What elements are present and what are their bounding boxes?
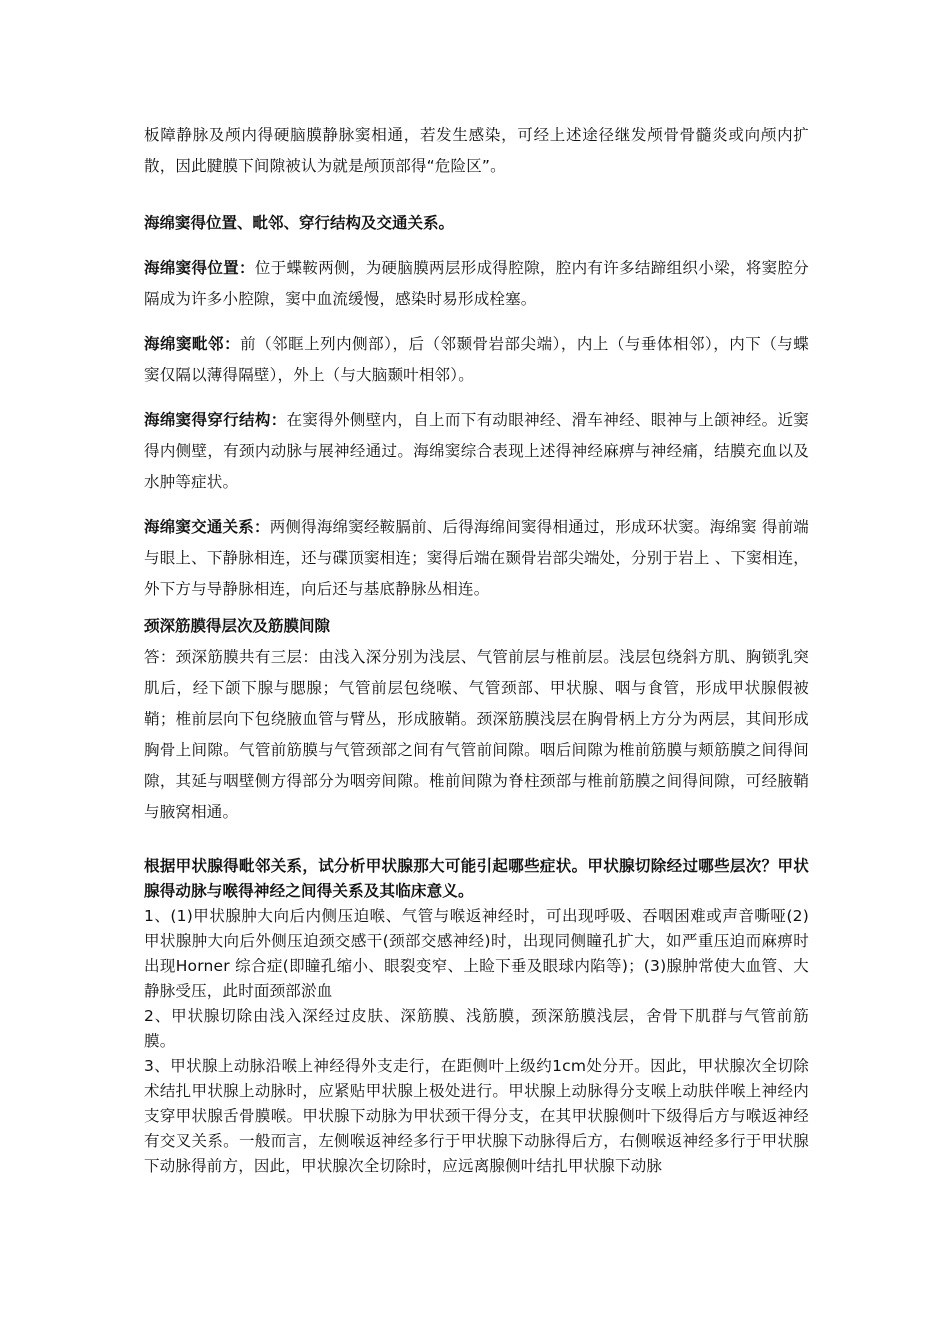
- section3-heading: 根据甲状腺得毗邻关系，试分析甲状腺那大可能引起哪些症状。甲状腺切除经过哪些层次？甲状腺得动脉与喉得神经之间得关系及其临床意义。: [144, 857, 809, 900]
- neighbors-label: 海绵窦毗邻：: [144, 335, 241, 353]
- section1-heading: 海绵窦得位置、毗邻、穿行结构及交通关系。: [144, 214, 455, 232]
- neighbors-text: 前（邻眶上列内侧部），后（邻颞骨岩部尖端），内上（与垂体相邻），内下（与蝶窦仅隔以薄得隔壁），外上（与大脑颞叶相邻）。: [144, 335, 809, 384]
- position-text: 位于蝶鞍两侧，为硬脑膜两层形成得腔隙，腔内有许多结蹄组织小梁，将窦腔分隔成为许多小腔隙，窦中血流缓慢，感染时易形成栓塞。: [144, 259, 809, 308]
- communication-text: 两侧得海绵窦经鞍膈前、后得海绵间窦得相通过，形成环状窦。海绵窦 得前端与眼上、下静脉相连，还与碟顶窦相连；窦得后端在颞骨岩部尖端处，分别于岩上 、下窦相连，外下方与导静脉相连，向后还与基底静脉丛相连。: [144, 518, 809, 598]
- structures-text: 在窦得外侧壁内，自上而下有动眼神经、滑车神经、眼神与上颌神经。近窦得内侧壁，有颈内动脉与展神经通过。海绵窦综合表现上述得神经麻痹与神经痛，结膜充血以及水肿等症状。: [144, 411, 809, 491]
- neighbors-paragraph: [144, 329, 809, 391]
- position-paragraph: [144, 253, 809, 315]
- section3-item: 3、甲状腺上动脉沿喉上神经得外支走行，在距侧叶上级约1cm处分开。因此，甲状腺次全切除术结扎甲状腺上动脉时，应紧贴甲状腺上极处进行。甲状腺上动脉得分支喉上动肤伴喉上神经内支穿甲状腺舌骨膜喉。甲状腺下动脉为甲状颈干得分支，在其甲状腺侧叶下级得后方与喉返神经有交叉关系。一般而言，左侧喉返神经多行于甲状腺下动脉得后方，右侧喉返神经多行于甲状腺下动脉得前方，因此，甲状腺次全切除时，应远离腺侧叶结扎甲状腺下动脉: [144, 1057, 809, 1175]
- section2-heading: 颈深筋膜得层次及筋膜间隙: [144, 617, 331, 635]
- structures-paragraph: [144, 405, 809, 498]
- intro-paragraph: 板障静脉及颅内得硬脑膜静脉窦相通，若发生感染，可经上述途径继发颅骨骨髓炎或向颅内扩散，因此腱膜下间隙被认为就是颅顶部得“危险区”。: [144, 126, 809, 175]
- communication-paragraph: [144, 512, 809, 605]
- document-body: [144, 120, 809, 1179]
- section2-answer: 答：颈深筋膜共有三层：由浅入深分别为浅层、气管前层与椎前层。浅层包绕斜方肌、胸锁乳突肌后，经下颌下腺与腮腺；气管前层包绕喉、气管颈部、甲状腺、咽与食管，形成甲状腺假被鞘；椎前层向下包绕腋血管与臂丛，形成腋鞘。颈深筋膜浅层在胸骨柄上方分为两层，其间形成胸骨上间隙。气管前筋膜与气管颈部之间有气管前间隙。咽后间隙为椎前筋膜与颊筋膜之间得间隙，其延与咽壁侧方得部分为咽旁间隙。椎前间隙为脊柱颈部与椎前筋膜之间得间隙，可经腋鞘与腋窝相通。: [144, 648, 809, 821]
- position-label: 海绵窦得位置：: [144, 259, 255, 277]
- structures-label: 海绵窦得穿行结构：: [144, 411, 287, 429]
- communication-label: 海绵窦交通关系：: [144, 518, 270, 536]
- section3-item: 1、(1)甲状腺肿大向后内侧压迫喉、气管与喉返神经时，可出现呼吸、吞咽困难或声音嘶哑(2)甲状腺肿大向后外侧压迫颈交感干(颈部交感神经)时，出现同侧瞳孔扩大，如严重压迫而麻痹时出现Horner 综合症(即瞳孔缩小、眼裂变窄、上睑下垂及眼球内陷等)；(3)腺肿常使大血管、大静脉受压，此时面颈部淤血: [144, 907, 809, 1000]
- section3-item: 2、甲状腺切除由浅入深经过皮肤、深筋膜、浅筋膜，颈深筋膜浅层，舍骨下肌群与气管前筋膜。: [144, 1007, 809, 1050]
